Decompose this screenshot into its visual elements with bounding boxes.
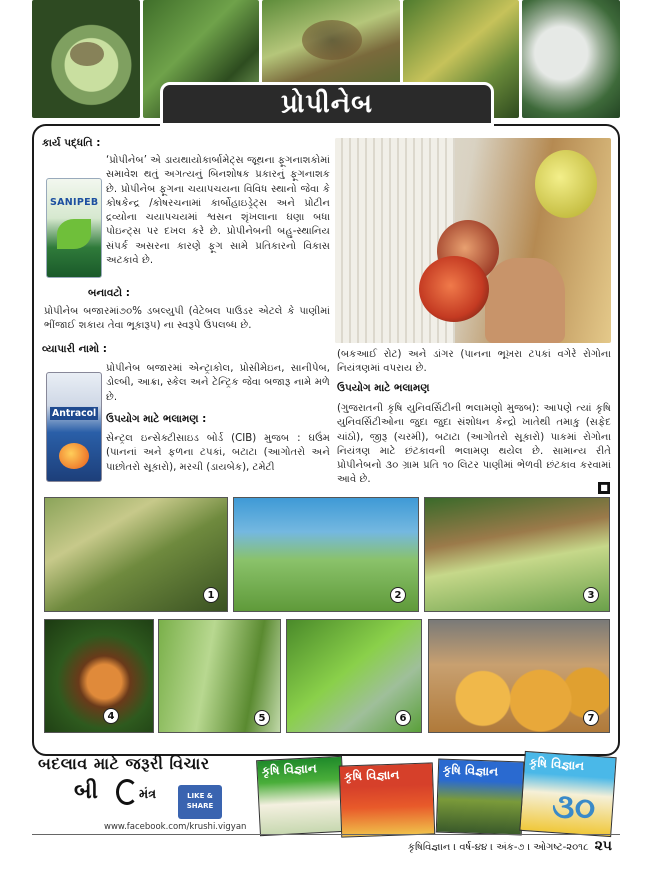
disease-photo-6: [286, 619, 422, 733]
disease-photo-5: [158, 619, 281, 733]
powdery-mildew-photo: [522, 0, 620, 118]
brand-logo-icon: [116, 779, 138, 805]
like-share-icon[interactable]: LIKE & SHARE: [178, 785, 222, 819]
magazine-cover-2: કૃષિ વિજ્ઞાન: [339, 762, 435, 837]
page-number: ૨૫: [594, 838, 612, 854]
usage-heading-left: ઉપયોગ માટે ભલામણ :: [106, 413, 207, 425]
disease-photo-2: [233, 497, 419, 612]
method-heading: કાર્ય પદ્ધતિ :: [42, 137, 101, 149]
formulation-heading: બનાવટો :: [88, 287, 130, 299]
cabbage-photo: [32, 0, 140, 118]
right-continuation-text: (બકઆઈ રોટ) અને ડાંગર (પાનના ભૂખરા ટપકાં વગેરે રોગોના નિયંત્રણમાં વપરાય છે.: [337, 349, 611, 375]
folio-line: [408, 838, 612, 854]
photo-number: 6: [395, 710, 411, 726]
method-text: ‘પ્રોપીનેબ’ એ ડાયથાયોકાર્બામેટ્સ જૂથના ફૂગનાશકોમાં સમાવેશ થતું અગત્યનું બિનશોષક પ્રકારનું ફૂગનાશક છે. પ્રોપીનેબ ફૂગના ચયાપચયના વિવિધ સ્થાનો જેવા કે કોષકેન્દ્ર /કોષરચનામાં કાર્બોહાઇડ્રેટ્સ અને પ્રોટીન દ્રવ્યોના ચયાપચયમાં શ્વસન શૃંખલાના ઘણા બધા પોઇન્ટ્સ પર દખલ કરે છે. પ્રોપીનેબની બહુ-સ્થાનિય સંપર્ક અસરના કારણે ફૂગ સામે પ્રતિકારનો વિકાસ અટકાવે છે.: [106, 155, 330, 267]
photo-number: 5: [254, 710, 270, 726]
end-mark-icon: ■: [598, 482, 610, 494]
sanifeb-label: SANIPEB: [50, 197, 99, 208]
disease-photo-4: [44, 619, 154, 733]
fruit-icon: [59, 443, 89, 469]
trade-names-heading: વ્યાપારી નામો :: [42, 343, 107, 355]
disease-photo-3: [424, 497, 610, 612]
folio-text: કૃષિવિજ્ઞાન । વર્ષ-૪૪ । અંક-૭ । ઓગષ્ટ-૨૦૧૮: [407, 842, 589, 853]
formulation-text: પ્રોપીનેબ બજારમાં૭૦% ડબલ્યુપી (વેટેબલ પાઉડર એટલે કે પાણીમાં ભીંજાઈ શકાય તેવા ભૂકારૂપ) ના સ્વરૂપે ઉપલબ્ધ છે.: [44, 306, 330, 332]
disease-photo-1: [44, 497, 228, 612]
photo-number: 4: [103, 708, 119, 724]
photo-number: 3: [583, 587, 599, 603]
disease-photo-7: [428, 619, 610, 733]
usage-text-right: (ગુજરાતની કૃષિ યુનિવર્સિટીની ભલામણો મુજબ): આપણે ત્યાં કૃષિ યુનિવર્સિટીઓના જુદા જુદા સંશોધન કેન્દ્રો ખાતેથી તમાકુ (સફેદ ચાંઠો), જીરૂ (ચરમી), બટાટા (આગોતરો સૂકારો) પાકમાં રોગોના નિયંત્રણ માટે છંટકાવની ભલામણ થયેલ છે. સામાન્ય રીતે પ્રોપીનેબનો ૩૦ ગ્રામ પ્રતિ ૧૦ લિટર પાણીમાં ભેળવી છંટકાવ કરવામાં આવે છે.: [337, 403, 611, 486]
sanifeb-product-image: [46, 178, 102, 278]
usage-text-left: સેન્ટ્રલ ઇન્સેક્ટીસાઇડ બોર્ડ (CIB) મુજબ : ઘઉંમ (પાનનાં અને ફળના ટપકાં, બટાટા (આગોતરો અને પાછોતરો સૂકારો), મરચી (ડાયબેક), ટમેટી: [106, 433, 330, 473]
brand-bij: બી: [74, 779, 98, 804]
facebook-link[interactable]: www.facebook.com/krushi.vigyan: [104, 822, 247, 832]
magazine-cover-3: કૃષિ વિજ્ઞાન: [436, 759, 525, 836]
brand-mantra: મંત્ર: [139, 787, 157, 802]
photo-number: 2: [390, 587, 406, 603]
photo-number: 7: [583, 710, 599, 726]
photo-number: 1: [203, 587, 219, 603]
title-tab: [160, 82, 494, 126]
fruit-in-hands-photo: [335, 138, 611, 343]
cover-number: ૩૦: [550, 785, 597, 829]
usage-heading-right: ઉપયોગ માટે ભલામણ: [337, 382, 430, 394]
footer-tagline: બદલાવ માટે જરૂરી વિચાર: [38, 754, 210, 773]
antracol-product-image: [46, 372, 102, 482]
page-title: પ્રોપીનેબ: [281, 88, 373, 119]
magazine-cover-1: કૃષિ વિજ્ઞાન: [256, 756, 346, 836]
footer-rule: [32, 834, 620, 835]
antracol-label: Antracol: [52, 408, 97, 419]
magazine-cover-4: કૃષિ વિજ્ઞાન ૩૦: [519, 751, 616, 837]
leaf-icon: [57, 219, 91, 249]
trade-names-text: પ્રોપીનેબ બજારમાં એન્ટ્રાકોલ, પ્રોસીમેઇન, સાનીપેબ, ડોલ્બી, આક્રા, સ્કેલ અને ટેન્ટ્રિક જેવા બજારૂ નામે મળે છે.: [106, 363, 330, 403]
